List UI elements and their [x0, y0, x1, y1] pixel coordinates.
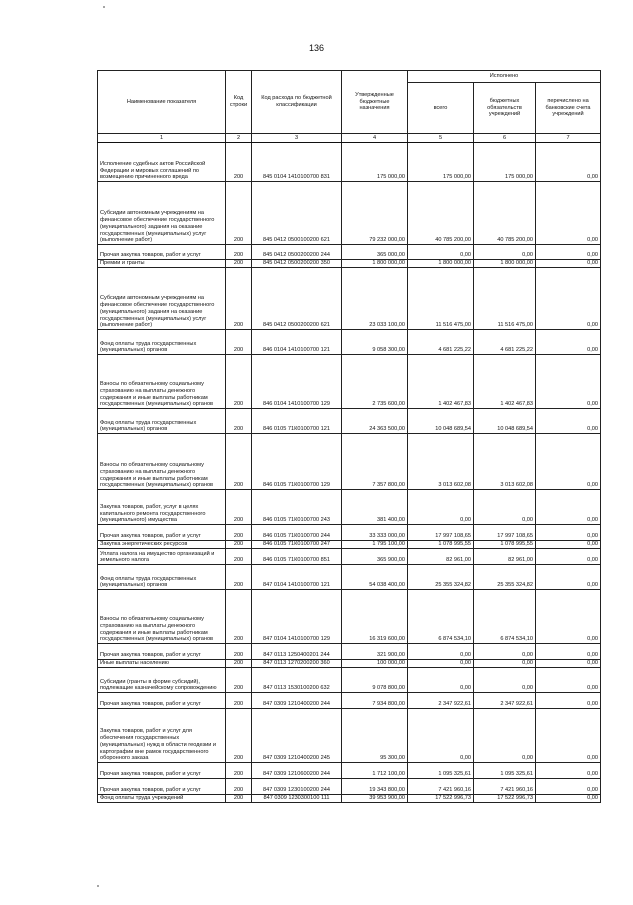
row-approved: 1 800 000,00 [342, 260, 408, 268]
row-name: Прочая закупка товаров, работ и услуг [98, 644, 226, 660]
row-code: 200 [226, 355, 252, 409]
row-code: 200 [226, 660, 252, 668]
row-classification: 846 0105 71К0100700 247 [252, 541, 342, 549]
row-name: Уплата налога на имущество организаций и земельного налога [98, 549, 226, 565]
row-approved: 54 038 400,00 [342, 565, 408, 590]
row-executed-total: 1 095 325,61 [408, 763, 474, 779]
row-name: Взносы по обязательному социальному страхованию на выплаты денежного содержания и иные выплаты работникам государственных (муниципальных) органов [98, 434, 226, 490]
row-name: Исполнение судебных актов Российской Федерации и мировых соглашений по возмещению причиненного вреда [98, 143, 226, 182]
table-row [98, 660, 601, 668]
row-bank-accounts: 0,00 [536, 490, 601, 525]
table-row [98, 409, 601, 434]
row-bank-accounts: 0,00 [536, 409, 601, 434]
header-bank-accounts: перечислено на банковские счета учреждений [536, 83, 601, 134]
table-row [98, 795, 601, 803]
row-executed-total: 17 997 108,65 [408, 525, 474, 541]
header-total: всего [408, 83, 474, 134]
row-name: Прочая закупка товаров, работ и услуг [98, 245, 226, 260]
row-budget-institutions: 0,00 [474, 245, 536, 260]
row-classification: 846 0105 71К0100700 121 [252, 409, 342, 434]
header-budget-institutions: бюджетных обязательств учреждений [474, 83, 536, 134]
row-name: Премии и гранты [98, 260, 226, 268]
row-executed-total: 0,00 [408, 245, 474, 260]
row-budget-institutions: 82 961,00 [474, 549, 536, 565]
row-bank-accounts: 0,00 [536, 541, 601, 549]
row-budget-institutions: 0,00 [474, 668, 536, 693]
row-name: Прочая закупка товаров, работ и услуг [98, 763, 226, 779]
row-budget-institutions: 1 078 995,55 [474, 541, 536, 549]
row-name: Фонд оплаты труда учреждений [98, 795, 226, 803]
row-budget-institutions: 40 785 200,00 [474, 182, 536, 245]
row-classification: 846 0105 71К0100700 129 [252, 434, 342, 490]
row-classification: 847 0309 1230300100 111 [252, 795, 342, 803]
row-budget-institutions: 7 421 960,16 [474, 779, 536, 795]
row-classification: 845 0412 0500100200 621 [252, 182, 342, 245]
page-number: 136 [308, 43, 325, 53]
row-classification: 847 0309 1210600200 244 [252, 763, 342, 779]
row-budget-institutions: 0,00 [474, 660, 536, 668]
row-executed-total: 0,00 [408, 709, 474, 763]
scan-speck [97, 885, 99, 887]
row-bank-accounts: 0,00 [536, 182, 601, 245]
row-name: Прочая закупка товаров, работ и услуг [98, 693, 226, 709]
column-number: 7 [536, 134, 601, 143]
row-name: Фонд оплаты труда государственных (муниципальных) органов [98, 565, 226, 590]
row-code: 200 [226, 709, 252, 763]
row-name: Прочая закупка товаров, работ и услуг [98, 525, 226, 541]
row-bank-accounts: 0,00 [536, 268, 601, 330]
row-budget-institutions: 0,00 [474, 490, 536, 525]
row-bank-accounts: 0,00 [536, 565, 601, 590]
row-code: 200 [226, 693, 252, 709]
row-budget-institutions: 1 402 467,83 [474, 355, 536, 409]
row-name: Закупка товаров, работ и услуг для обеспечения государственных (муниципальных) нужд в области геодезии и картографии вне рамок государственного оборонного заказа [98, 709, 226, 763]
row-executed-total: 10 048 689,54 [408, 409, 474, 434]
row-code: 200 [226, 668, 252, 693]
row-bank-accounts: 0,00 [536, 693, 601, 709]
table-body [98, 143, 601, 803]
row-executed-total: 0,00 [408, 490, 474, 525]
row-classification: 847 0104 1410100700 129 [252, 590, 342, 644]
row-executed-total: 25 355 324,82 [408, 565, 474, 590]
row-budget-institutions: 0,00 [474, 644, 536, 660]
row-classification: 845 0412 0500200200 350 [252, 260, 342, 268]
row-executed-total: 3 013 602,08 [408, 434, 474, 490]
row-approved: 7 357 800,00 [342, 434, 408, 490]
row-budget-institutions: 11 516 475,00 [474, 268, 536, 330]
row-code: 200 [226, 245, 252, 260]
row-budget-institutions: 175 000,00 [474, 143, 536, 182]
row-name: Прочая закупка товаров, работ и услуг [98, 779, 226, 795]
row-classification: 846 0104 1410100700 129 [252, 355, 342, 409]
row-bank-accounts: 0,00 [536, 330, 601, 355]
row-name: Фонд оплаты труда государственных (муниципальных) органов [98, 409, 226, 434]
row-executed-total: 4 681 225,22 [408, 330, 474, 355]
table-row [98, 763, 601, 779]
row-name: Взносы по обязательному социальному страхованию на выплаты денежного содержания и иные выплаты работникам государственных (муниципальных) органов [98, 355, 226, 409]
row-approved: 2 735 600,00 [342, 355, 408, 409]
row-code: 200 [226, 490, 252, 525]
column-number: 6 [474, 134, 536, 143]
row-executed-total: 17 522 996,73 [408, 795, 474, 803]
row-code: 200 [226, 268, 252, 330]
table-row [98, 260, 601, 268]
row-code: 200 [226, 549, 252, 565]
row-approved: 365 900,00 [342, 549, 408, 565]
table-row [98, 434, 601, 490]
row-executed-total: 1 078 995,55 [408, 541, 474, 549]
header-name: Наименование показателя [98, 71, 226, 134]
row-bank-accounts: 0,00 [536, 709, 601, 763]
row-classification: 847 0309 1210400200 244 [252, 693, 342, 709]
table-row [98, 668, 601, 693]
row-classification: 845 0412 0500200200 244 [252, 245, 342, 260]
table-row [98, 590, 601, 644]
row-approved: 16 319 600,00 [342, 590, 408, 644]
table-row [98, 143, 601, 182]
row-executed-total: 6 874 534,10 [408, 590, 474, 644]
row-bank-accounts: 0,00 [536, 779, 601, 795]
row-budget-institutions: 25 355 324,82 [474, 565, 536, 590]
header-approved: Утвержденные бюджетные назначения [342, 71, 408, 134]
row-approved: 365 000,00 [342, 245, 408, 260]
row-budget-institutions: 1 095 325,61 [474, 763, 536, 779]
row-approved: 95 300,00 [342, 709, 408, 763]
row-classification: 845 0412 0500200200 621 [252, 268, 342, 330]
row-code: 200 [226, 330, 252, 355]
header-code: Код строки [226, 71, 252, 134]
row-name: Субсидии автономным учреждениям на финансовое обеспечение государственного (муниципального) задания на оказание государственных (муниципальных) услуг (выполнение работ) [98, 182, 226, 245]
row-approved: 23 033 100,00 [342, 268, 408, 330]
table-row [98, 525, 601, 541]
column-number: 4 [342, 134, 408, 143]
row-executed-total: 1 402 467,83 [408, 355, 474, 409]
budget-execution-table [97, 70, 601, 803]
row-approved: 33 333 000,00 [342, 525, 408, 541]
row-budget-institutions: 17 997 108,65 [474, 525, 536, 541]
column-number: 3 [252, 134, 342, 143]
row-approved: 381 400,00 [342, 490, 408, 525]
scan-speck [103, 6, 105, 8]
row-approved: 175 000,00 [342, 143, 408, 182]
row-classification: 847 0309 1230100200 244 [252, 779, 342, 795]
table-row [98, 709, 601, 763]
row-executed-total: 0,00 [408, 660, 474, 668]
row-bank-accounts: 0,00 [536, 549, 601, 565]
row-code: 200 [226, 434, 252, 490]
table-row [98, 549, 601, 565]
row-executed-total: 40 785 200,00 [408, 182, 474, 245]
row-classification: 846 0105 71К0100700 243 [252, 490, 342, 525]
row-budget-institutions: 10 048 689,54 [474, 409, 536, 434]
row-code: 200 [226, 590, 252, 644]
table-row [98, 355, 601, 409]
row-code: 200 [226, 541, 252, 549]
table-row [98, 693, 601, 709]
row-name: Фонд оплаты труда государственных (муниципальных) органов [98, 330, 226, 355]
row-approved: 100 000,00 [342, 660, 408, 668]
row-classification: 845 0104 1410100700 831 [252, 143, 342, 182]
row-bank-accounts: 0,00 [536, 525, 601, 541]
row-executed-total: 7 421 960,16 [408, 779, 474, 795]
row-classification: 847 0113 1530100200 632 [252, 668, 342, 693]
row-classification: 847 0113 1250400201 244 [252, 644, 342, 660]
row-approved: 7 934 800,00 [342, 693, 408, 709]
row-approved: 321 900,00 [342, 644, 408, 660]
row-code: 200 [226, 565, 252, 590]
row-bank-accounts: 0,00 [536, 590, 601, 644]
row-code: 200 [226, 260, 252, 268]
row-code: 200 [226, 525, 252, 541]
row-classification: 847 0309 1210400200 245 [252, 709, 342, 763]
row-code: 200 [226, 779, 252, 795]
row-name: Субсидии автономным учреждениям на финансовое обеспечение государственного (муниципального) задания на оказание государственных (муниципальных) услуг (выполнение работ) [98, 268, 226, 330]
row-classification: 846 0105 71К0100700 851 [252, 549, 342, 565]
row-classification: 846 0104 1410100700 121 [252, 330, 342, 355]
table-row [98, 245, 601, 260]
row-approved: 1 795 100,00 [342, 541, 408, 549]
row-name: Закупка товаров, работ, услуг в целях капитального ремонта государственного (муниципального) имущества [98, 490, 226, 525]
row-code: 200 [226, 763, 252, 779]
row-bank-accounts: 0,00 [536, 355, 601, 409]
row-budget-institutions: 4 681 225,22 [474, 330, 536, 355]
column-number: 2 [226, 134, 252, 143]
row-name: Взносы по обязательному социальному страхованию на выплаты денежного содержания и иные выплаты работникам государственных (муниципальных) органов [98, 590, 226, 644]
row-approved: 1 712 100,00 [342, 763, 408, 779]
table-row [98, 644, 601, 660]
row-bank-accounts: 0,00 [536, 795, 601, 803]
row-approved: 9 058 300,00 [342, 330, 408, 355]
row-budget-institutions: 0,00 [474, 709, 536, 763]
row-bank-accounts: 0,00 [536, 260, 601, 268]
row-code: 200 [226, 644, 252, 660]
row-executed-total: 1 800 000,00 [408, 260, 474, 268]
table-row [98, 541, 601, 549]
row-executed-total: 82 961,00 [408, 549, 474, 565]
row-classification: 847 0104 1410100700 121 [252, 565, 342, 590]
row-bank-accounts: 0,00 [536, 245, 601, 260]
row-budget-institutions: 1 800 000,00 [474, 260, 536, 268]
row-bank-accounts: 0,00 [536, 763, 601, 779]
row-name: Субсидии (гранты в форме субсидий), подлежащие казначейскому сопровождению [98, 668, 226, 693]
row-code: 200 [226, 143, 252, 182]
row-bank-accounts: 0,00 [536, 668, 601, 693]
column-number-row [98, 134, 601, 143]
row-classification: 846 0105 71К0100700 244 [252, 525, 342, 541]
row-executed-total: 175 000,00 [408, 143, 474, 182]
row-approved: 19 343 800,00 [342, 779, 408, 795]
row-executed-total: 11 516 475,00 [408, 268, 474, 330]
table-row [98, 268, 601, 330]
table-row [98, 565, 601, 590]
column-number: 1 [98, 134, 226, 143]
row-code: 200 [226, 795, 252, 803]
row-budget-institutions: 6 874 534,10 [474, 590, 536, 644]
row-budget-institutions: 17 522 996,73 [474, 795, 536, 803]
header-executed-group: Исполнено [408, 71, 601, 83]
table-row [98, 779, 601, 795]
row-budget-institutions: 2 347 922,61 [474, 693, 536, 709]
row-bank-accounts: 0,00 [536, 434, 601, 490]
row-approved: 24 363 500,00 [342, 409, 408, 434]
row-name: Закупка энергетических ресурсов [98, 541, 226, 549]
row-executed-total: 2 347 922,61 [408, 693, 474, 709]
row-approved: 9 078 800,00 [342, 668, 408, 693]
row-name: Иные выплаты населению [98, 660, 226, 668]
row-bank-accounts: 0,00 [536, 644, 601, 660]
row-classification: 847 0113 1270200200 360 [252, 660, 342, 668]
row-executed-total: 0,00 [408, 644, 474, 660]
row-budget-institutions: 3 013 602,08 [474, 434, 536, 490]
header-classification: Код расхода по бюджетной классификации [252, 71, 342, 134]
row-bank-accounts: 0,00 [536, 143, 601, 182]
row-executed-total: 0,00 [408, 668, 474, 693]
row-code: 200 [226, 182, 252, 245]
table-row [98, 490, 601, 525]
row-code: 200 [226, 409, 252, 434]
table-row [98, 330, 601, 355]
column-number: 5 [408, 134, 474, 143]
row-approved: 39 953 900,00 [342, 795, 408, 803]
row-approved: 79 232 000,00 [342, 182, 408, 245]
row-bank-accounts: 0,00 [536, 660, 601, 668]
table-row [98, 182, 601, 245]
